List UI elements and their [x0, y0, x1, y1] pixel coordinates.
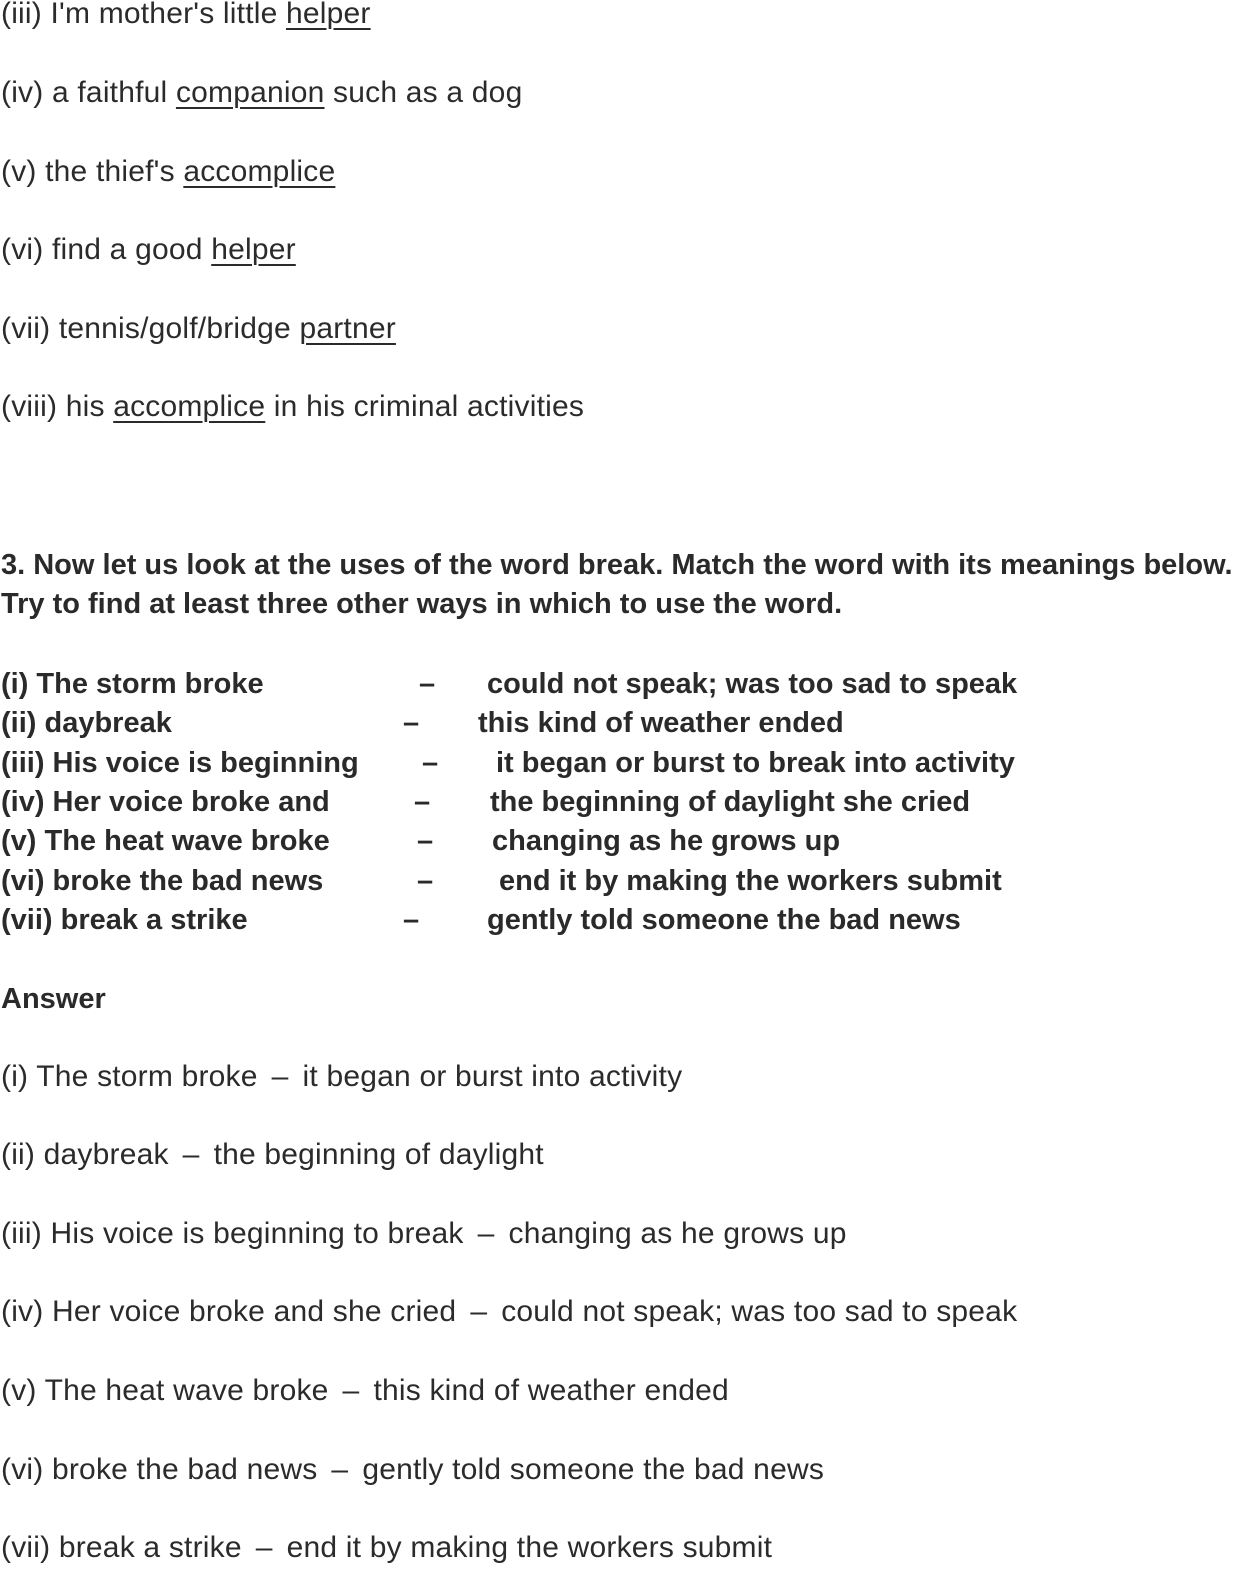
answer-dash: –	[331, 1453, 349, 1486]
match-row	[1, 744, 1233, 782]
usage-item	[1, 75, 522, 111]
answer-meaning: gently told someone the bad news	[362, 1453, 825, 1486]
match-term: (iii) His voice is beginning	[1, 747, 359, 779]
usage-text: such as a dog	[324, 76, 523, 109]
match-term: (i) The storm broke	[1, 668, 264, 700]
match-dash: –	[422, 747, 439, 779]
usage-text: in his criminal activities	[265, 390, 585, 423]
match-meaning: could not speak; was too sad to speak	[487, 668, 1018, 700]
answer-term: (i) The storm broke	[1, 1060, 258, 1093]
answer-meaning: end it by making the workers submit	[286, 1531, 773, 1564]
underlined-word: accomplice	[183, 155, 336, 188]
usage-text: (v) the thief's	[1, 155, 184, 188]
answer-dash: –	[470, 1295, 488, 1328]
match-dash: –	[419, 668, 436, 700]
answer-item	[1, 1137, 544, 1173]
answer-item	[1, 1373, 729, 1409]
answer-heading: Answer	[1, 983, 106, 1015]
match-dash: –	[414, 786, 431, 818]
answer-meaning: the beginning of daylight	[213, 1138, 544, 1171]
usage-item	[1, 0, 371, 32]
match-term: (vi) broke the bad news	[1, 865, 324, 897]
match-dash: –	[403, 707, 420, 739]
underlined-word: helper	[286, 0, 371, 30]
match-meaning: end it by making the workers submit	[499, 865, 1002, 897]
match-meaning: changing as he grows up	[492, 825, 841, 857]
answer-dash: –	[477, 1217, 495, 1250]
usage-text: (iii) I'm mother's little	[1, 0, 287, 30]
answer-term: (iii) His voice is beginning to break	[1, 1217, 464, 1250]
answer-dash: –	[255, 1531, 273, 1564]
match-meaning: gently told someone the bad news	[487, 904, 961, 936]
underlined-word: partner	[299, 312, 396, 345]
match-term: (ii) daybreak	[1, 707, 172, 739]
answer-term: (v) The heat wave broke	[1, 1374, 329, 1407]
usage-item	[1, 389, 584, 425]
match-row	[1, 783, 1233, 821]
usage-text: (vii) tennis/golf/bridge	[1, 312, 300, 345]
answer-item	[1, 1530, 772, 1566]
answer-term: (vi) broke the bad news	[1, 1453, 318, 1486]
usage-text: (vi) find a good	[1, 233, 212, 266]
usage-text: (viii) his	[1, 390, 114, 423]
underlined-word: helper	[211, 233, 296, 266]
usage-item	[1, 311, 396, 347]
match-row	[1, 822, 1233, 860]
underlined-word: accomplice	[113, 390, 266, 423]
usage-item	[1, 154, 335, 190]
match-term: (v) The heat wave broke	[1, 825, 330, 857]
answer-item	[1, 1059, 682, 1095]
match-dash: –	[417, 865, 434, 897]
question-text: 3. Now let us look at the uses of the word break. Match the word with its meanings below. Try to find at least three other ways in which to use the word.	[1, 549, 1233, 620]
match-row	[1, 665, 1233, 703]
match-dash: –	[403, 904, 420, 936]
match-meaning: the beginning of daylight she cried	[490, 786, 971, 818]
answer-item	[1, 1452, 824, 1488]
answer-meaning: this kind of weather ended	[373, 1374, 729, 1407]
match-dash: –	[417, 825, 434, 857]
match-term: (vii) break a strike	[1, 904, 248, 936]
answer-meaning: could not speak; was too sad to speak	[501, 1295, 1018, 1328]
answer-term: (vii) break a strike	[1, 1531, 242, 1564]
answer-meaning: it began or burst into activity	[302, 1060, 683, 1093]
answer-dash: –	[342, 1374, 360, 1407]
answer-term: (ii) daybreak	[1, 1138, 169, 1171]
match-meaning: it began or burst to break into activity	[496, 747, 1015, 779]
answer-item	[1, 1216, 847, 1252]
answer-item	[1, 1294, 1017, 1330]
usage-item	[1, 232, 296, 268]
answer-meaning: changing as he grows up	[508, 1217, 847, 1250]
usage-text: (iv) a faithful	[1, 76, 176, 109]
answer-dash: –	[182, 1138, 200, 1171]
match-row	[1, 862, 1233, 900]
match-term: (iv) Her voice broke and	[1, 786, 330, 818]
underlined-word: companion	[175, 76, 325, 109]
match-row	[1, 704, 1233, 742]
answer-dash: –	[271, 1060, 289, 1093]
match-row	[1, 901, 1233, 939]
answer-term: (iv) Her voice broke and she cried	[1, 1295, 457, 1328]
match-meaning: this kind of weather ended	[478, 707, 844, 739]
